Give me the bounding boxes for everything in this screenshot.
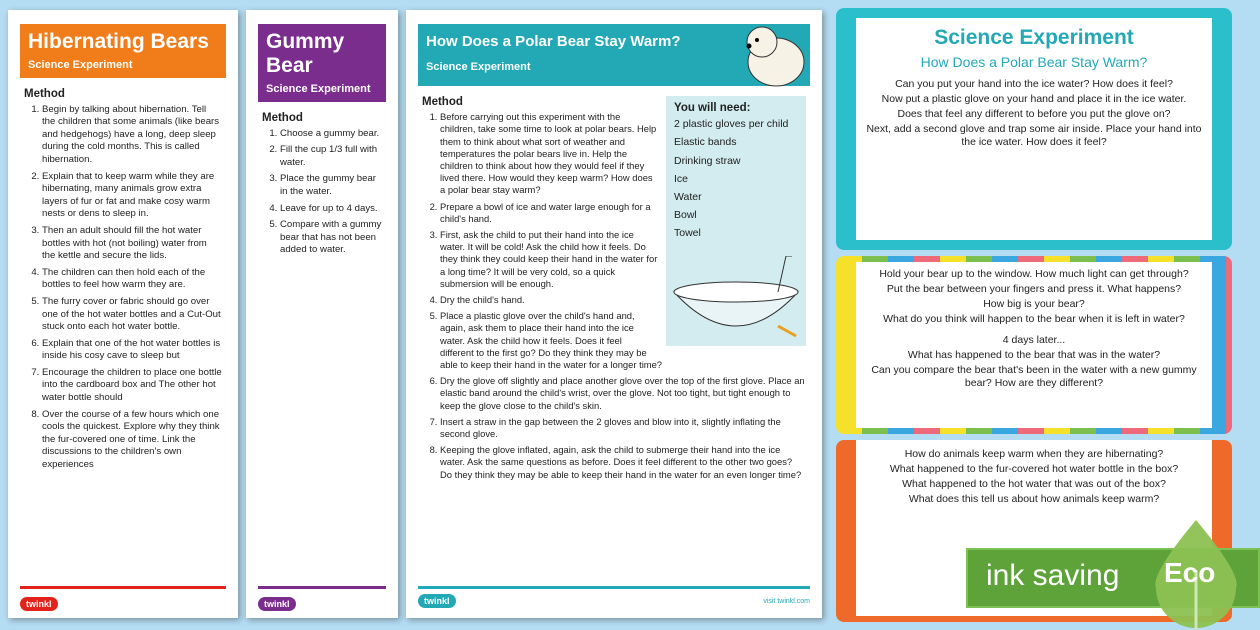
method-step: 2. Explain that to keep warm while they are hibernating, many animals grow extra layers of fur or fat and make cosy warm nests or dens to sleep in. — [42, 171, 222, 221]
gummy-bear-sheet — [246, 10, 398, 618]
twinkl-logo: twinkl — [258, 597, 296, 611]
method-step: 8. Keeping the glove inflated, again, ask the child to submerge their hand into the ice water. Ask the same questions as before. Does it feel different to the other two goes? Do they think they may be able to keep their hand in the water for an even longer time? — [440, 444, 806, 481]
material-item: Water — [674, 191, 702, 204]
method-step: 3. First, ask the child to put their hand into the ice water. It will be cold! Ask the child how it feels. Do they think they could keep their hand in the water for a long time? It will be very cold, so a quick submersion will be enough. — [440, 229, 806, 290]
question-list — [856, 78, 1212, 149]
question: Next, add a second glove and trap some air inside. Place your hand into the ice water. How does it feel? — [866, 123, 1202, 148]
question: What happened to the fur-covered hot water bottle in the box? — [889, 463, 1179, 475]
question: What has happened to the bear that was in the water? — [907, 349, 1161, 361]
method-step: 1. Before carrying out this experiment with the children, take some time to look at polar bears. Help them to think about what sort of weather and temperatures the polar bears live in. Help the children to think about how they would feel if they lived there. How would they keep warm? How does a polar bear stay warm? — [440, 111, 806, 196]
twinkl-logo: twinkl — [418, 594, 456, 608]
method-step: 2. Fill the cup 1/3 full with water. — [280, 144, 382, 169]
bowl-gloves-illustration — [670, 256, 802, 342]
material-item: Bowl — [674, 209, 697, 222]
material-item: Elastic bands — [674, 136, 737, 149]
method-step: 3. Place the gummy bear in the water. — [280, 173, 382, 198]
you-will-need-heading: You will need: — [674, 102, 751, 114]
method-step: 4. Leave for up to 4 days. — [280, 203, 382, 216]
question: What happened to the hot water that was out of the box? — [902, 478, 1166, 490]
method-step: 1. Choose a gummy bear. — [280, 128, 382, 141]
question: Hold your bear up to the window. How much light can get through? — [879, 268, 1189, 280]
footer — [20, 586, 226, 610]
method-step: 5. Place a plastic glove over the child's hand and, again, ask them to place their hand into the ice water. Ask the child how it feels. Does it feel different to the first go? Do they think they may be able to keep their hand in the water for a longer time? — [440, 310, 806, 371]
sheet-header — [20, 24, 226, 78]
method-step: 7. Encourage the children to place one bottle into the cardboard box and The other hot water bottle should — [42, 367, 222, 405]
method-step: 6. Explain that one of the hot water bottles is inside his cosy cave to sleep but — [42, 338, 222, 363]
method-step: 8. Over the course of a few hours which one cools the quickest. Explore why they think the fur-covered one of time. Link the discussions to the children's own experiences — [42, 409, 222, 472]
method-step: 4. The children can then hold each of the bottles to feel how warm they are. — [42, 267, 222, 292]
question: Can you compare the bear that's been in the water with a new gummy bear? How are they different? — [871, 364, 1197, 389]
method-heading: Method — [262, 112, 303, 124]
question: What do you think will happen to the bear when it is left in water? — [883, 313, 1185, 325]
footer — [418, 586, 810, 610]
method-step: 3. Then an adult should fill the hot water bottles with hot (not boiling) water from the kettle and secure the lids. — [42, 225, 222, 263]
method-step: 5. Compare with a gummy bear that has not been added to water. — [280, 219, 382, 257]
method-step: 4. Dry the child's hand. — [440, 294, 806, 306]
polar-bear-illustration — [736, 16, 808, 88]
question-box — [856, 262, 1212, 428]
you-will-need-box — [666, 96, 806, 346]
method-step: 7. Insert a straw in the gap between the 2 gloves and blow into it, slightly inflating the second glove. — [440, 416, 806, 440]
method-step: 6. Dry the glove off slightly and place another glove over the top of the first glove. Place an elastic band around the child's wrist, over the glove. Not too tight, but tight enough to keep the glove close to the child's skin. — [440, 375, 806, 412]
material-item: 2 plastic gloves per child — [674, 118, 789, 131]
sheet-subtitle: Science Experiment — [28, 59, 133, 71]
sheet-subtitle: Science Experiment — [426, 61, 531, 73]
method-section — [20, 88, 226, 586]
material-item: Ice — [674, 172, 689, 185]
sheet-header — [258, 24, 386, 102]
question-list — [864, 268, 1204, 326]
visit-link[interactable]: visit twinkl.com — [763, 598, 810, 605]
hibernating-bears-sheet — [8, 10, 238, 618]
later-label: 4 days later... — [1002, 334, 1066, 346]
question: Now put a plastic glove on your hand and place it in the ice water. — [881, 93, 1187, 105]
gummy-question-card — [836, 256, 1232, 434]
method-list — [24, 104, 222, 472]
question: Can you put your hand into the ice water? How does it feel? — [895, 78, 1173, 90]
question-list — [864, 448, 1204, 506]
later-question-list — [864, 349, 1204, 390]
ink-saving-label: ink saving — [986, 559, 1120, 592]
question: Put the bear between your fingers and press it. What happens? — [886, 283, 1182, 295]
method-list — [262, 128, 382, 257]
materials-list — [674, 118, 798, 239]
method-step: 5. The furry cover or fabric should go over one of the hot water bottles and a Cut-Out stuck onto each hot water bottle. — [42, 296, 222, 334]
question-box — [856, 18, 1212, 240]
question: What does this tell us about how animals keep warm? — [908, 493, 1160, 505]
material-item: Drinking straw — [674, 154, 741, 167]
sheet-title: Gummy Bear — [266, 30, 345, 77]
footer — [258, 586, 386, 610]
method-step: 2. Prepare a bowl of ice and water large enough for a child's hand. — [440, 201, 806, 225]
method-heading: Method — [24, 88, 65, 100]
question: How do animals keep warm when they are hibernating? — [904, 448, 1164, 460]
polar-question-card — [836, 8, 1232, 250]
material-item: Towel — [674, 227, 701, 240]
twinkl-logo: twinkl — [20, 597, 58, 611]
polar-bear-sheet — [406, 10, 822, 618]
method-section — [258, 112, 386, 586]
sheet-header — [418, 24, 810, 86]
method-heading: Method — [422, 96, 463, 108]
sheet-title: Hibernating Bears — [28, 30, 209, 53]
card-subtitle: How Does a Polar Bear Stay Warm? — [920, 54, 1148, 70]
sheet-subtitle: Science Experiment — [266, 83, 371, 95]
question: How big is your bear? — [983, 298, 1085, 310]
question: Does that feel any different to before you put the glove on? — [897, 108, 1171, 120]
sheet-title: How Does a Polar Bear Stay Warm? — [426, 33, 681, 50]
method-section — [418, 96, 810, 586]
eco-label: Eco — [1164, 557, 1216, 588]
method-step: 1. Begin by talking about hibernation. Tell the children that some animals (like bears and hedgehogs) have a long, deep sleep during the cold months. This is called hibernation. — [42, 104, 222, 167]
card-title: Science Experiment — [934, 26, 1134, 49]
